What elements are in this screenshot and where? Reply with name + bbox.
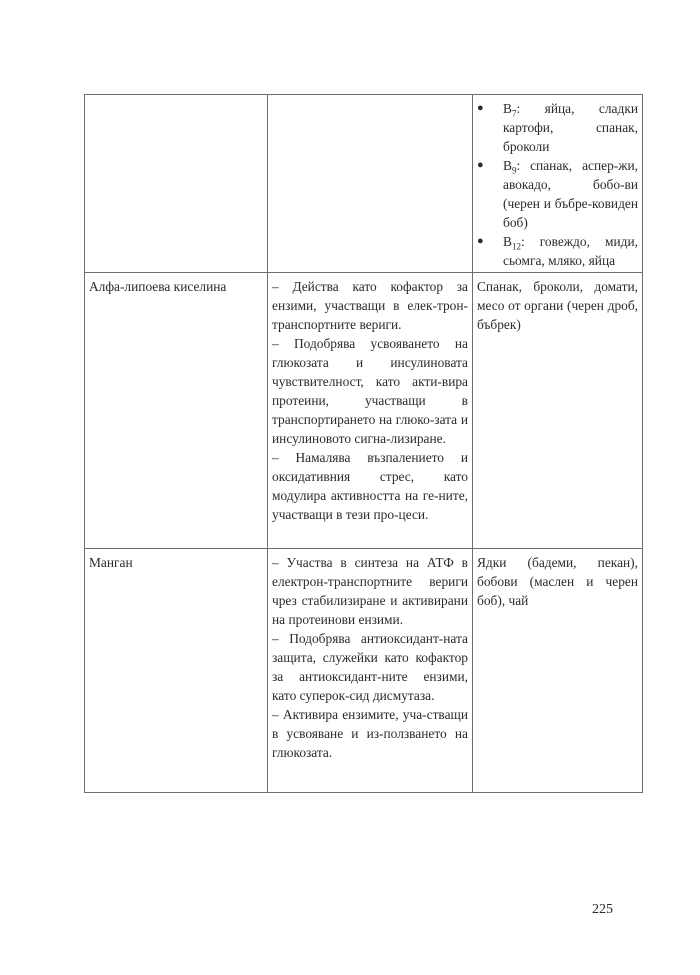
- bullet-icon: ●: [477, 159, 484, 171]
- vitamin-letter: B: [503, 234, 512, 249]
- table-row: [85, 95, 643, 273]
- function-paragraph: – Активира ензимите, уча-стващи в усвояване и из-ползването на глюкозата.: [272, 707, 468, 760]
- bullet-icon: ●: [477, 102, 484, 114]
- vitamin-subscript: 9: [511, 165, 517, 176]
- functions-cell: [268, 95, 473, 273]
- sources-cell: [473, 549, 643, 793]
- vitamin-letter: B: [503, 158, 512, 173]
- nutrient-cell: [85, 549, 268, 793]
- sources-text: Ядки (бадеми, пекан), бобови (маслен и черен боб), чай: [477, 555, 638, 608]
- functions-cell: [268, 549, 473, 793]
- function-paragraph: – Намалява възпалението и оксидативния стрес, като модулира активността на ге-ните, участващи в тези про-цеси.: [272, 450, 468, 522]
- function-paragraph: – Подобрява усвояването на глюкозата и инсулиновата чувствителност, като акти-вира протеини, участващи в транспортирането на глюко-зата и инсулиновото сигна-лизиране.: [272, 336, 468, 446]
- sources-cell: [473, 95, 643, 273]
- nutrient-table: [84, 94, 643, 793]
- vitamin-subscript: 12: [511, 241, 521, 252]
- sources-cell: [473, 273, 643, 549]
- nutrient-cell: [85, 273, 268, 549]
- page-number: 225: [592, 902, 613, 917]
- nutrient-cell: [85, 95, 268, 273]
- vitamin-subscript: 7: [511, 108, 517, 119]
- table-row: [85, 273, 643, 549]
- functions-cell: [268, 273, 473, 549]
- bullet-icon: ●: [477, 235, 484, 247]
- nutrient-name: Алфа-липоева киселина: [89, 279, 227, 294]
- vitamin-sources-text: : говеждо, миди, сьомга, мляко, яйца: [503, 234, 638, 268]
- vitamin-sources-text: : спанак, аспер-жи, авокадо, бобо-ви (черен и бъбре-ковиден боб): [503, 158, 638, 230]
- function-paragraph: – Участва в синтеза на АТФ в електрон-транспортните вериги чрез стабилизиране и активирани на протеинови ензими.: [272, 555, 468, 627]
- function-paragraph: – Подобрява антиоксидант-ната защита, служейки като кофактор за антиоксидант-ните ензими, като суперок-сид дисмутаза.: [272, 631, 468, 703]
- sources-bullet-list: [477, 99, 638, 270]
- function-paragraph: – Действа като кофактор за ензими, участващи в елек-трон-транспортните вериги.: [272, 279, 468, 332]
- nutrient-name: Манган: [89, 555, 133, 570]
- table-row: [85, 549, 643, 793]
- list-item: [477, 156, 638, 232]
- list-item: [477, 99, 638, 156]
- sources-text: Спанак, броколи, домати, месо от органи (черен дроб, бъбрек): [477, 279, 638, 332]
- vitamin-sources-text: : яйца, сладки картофи, спанак, броколи: [503, 101, 638, 154]
- list-item: [477, 232, 638, 270]
- vitamin-letter: B: [503, 101, 512, 116]
